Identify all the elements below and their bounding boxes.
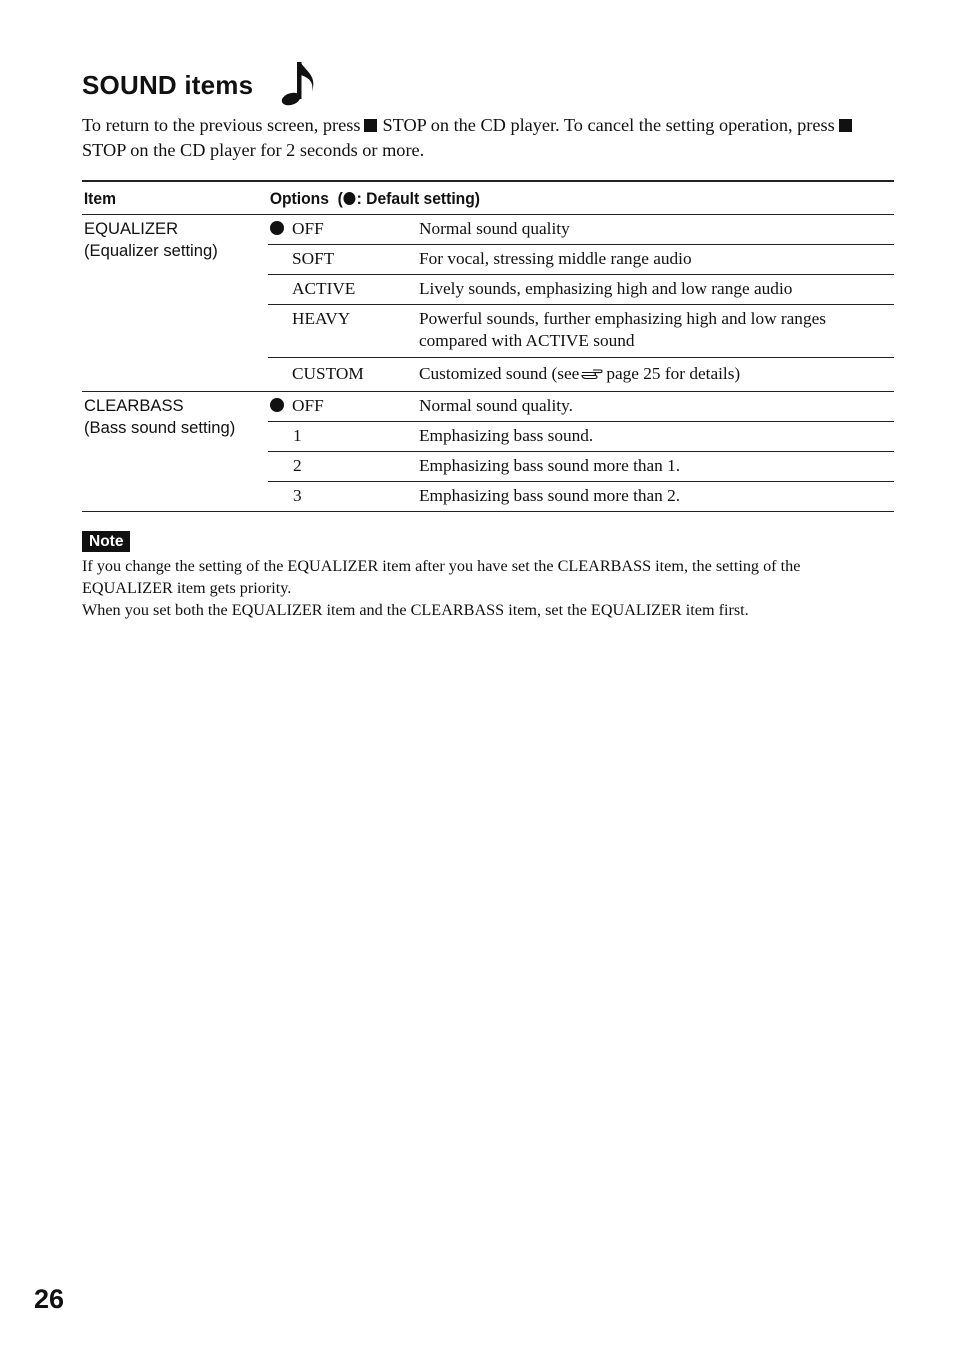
table-row <box>82 215 894 245</box>
note-text <box>82 555 894 621</box>
option-cell <box>268 392 419 422</box>
option-cell <box>268 245 419 275</box>
default-setting-icon <box>270 398 284 412</box>
note-line: If you change the setting of the EQUALIZER item after you have set the CLEARBASS item, the setting of the EQUALIZER item gets priority. <box>82 557 801 597</box>
page-number: 26 <box>34 1284 65 1314</box>
item-name: CLEARBASS <box>84 396 184 415</box>
option-description: Emphasizing bass sound more than 2. <box>419 482 894 512</box>
option-cell <box>268 215 419 245</box>
stop-square-icon <box>839 119 852 132</box>
item-name: EQUALIZER <box>84 219 179 238</box>
filled-circle-icon <box>344 192 356 205</box>
header-options <box>268 181 844 215</box>
note-badge: Note <box>82 531 130 552</box>
description-text: page 25 for details) <box>606 364 741 383</box>
item-clearbass <box>82 392 268 512</box>
option-description: Powerful sounds, further emphasizing high and low ranges compared with ACTIVE sound <box>419 305 894 358</box>
option-cell <box>268 452 419 482</box>
option-description: Normal sound quality <box>419 215 894 245</box>
option-cell <box>268 305 419 358</box>
table-header-row <box>82 181 894 215</box>
option-description: Normal sound quality. <box>419 392 894 422</box>
option-description: Emphasizing bass sound. <box>419 422 894 452</box>
option-label: 1 <box>293 426 302 445</box>
intro-text <box>82 113 894 163</box>
option-label: CUSTOM <box>292 364 364 383</box>
option-label: SOFT <box>292 249 335 268</box>
intro-part-2: STOP on the CD player. To cancel the setting operation, press <box>382 115 835 135</box>
option-label: ACTIVE <box>292 279 356 298</box>
option-label: OFF <box>292 219 324 238</box>
option-cell <box>268 275 419 305</box>
option-description: Emphasizing bass sound more than 1. <box>419 452 894 482</box>
default-setting-icon <box>270 221 284 235</box>
option-label: HEAVY <box>292 309 351 328</box>
option-description: Lively sounds, emphasizing high and low range audio <box>419 275 894 305</box>
option-description: For vocal, stressing middle range audio <box>419 245 894 275</box>
option-label: 3 <box>293 486 302 505</box>
option-cell <box>268 482 419 512</box>
option-cell <box>268 358 419 392</box>
page-title: SOUND items <box>82 70 254 100</box>
item-subtitle: (Bass sound setting) <box>84 418 236 437</box>
option-description <box>419 358 894 392</box>
option-label: 2 <box>293 456 302 475</box>
description-text: Customized sound (see <box>419 364 580 383</box>
music-note-icon <box>280 58 320 108</box>
item-subtitle: (Equalizer setting) <box>84 241 218 260</box>
pointing-hand-icon <box>581 367 603 380</box>
table-row <box>82 392 894 422</box>
header-item: Item <box>82 181 253 215</box>
item-equalizer <box>82 215 268 392</box>
header-options-prefix: Options ( <box>269 188 343 208</box>
note-line: When you set both the EQUALIZER item and the CLEARBASS item, set the EQUALIZER item first. <box>82 601 749 619</box>
option-cell <box>268 422 419 452</box>
header-options-suffix: : Default setting) <box>356 188 481 208</box>
sound-settings-table <box>82 180 894 512</box>
intro-part-1: To return to the previous screen, press <box>82 115 361 135</box>
stop-square-icon <box>364 119 377 132</box>
option-label: OFF <box>292 396 324 415</box>
intro-part-3: STOP on the CD player for 2 seconds or more. <box>82 140 425 160</box>
